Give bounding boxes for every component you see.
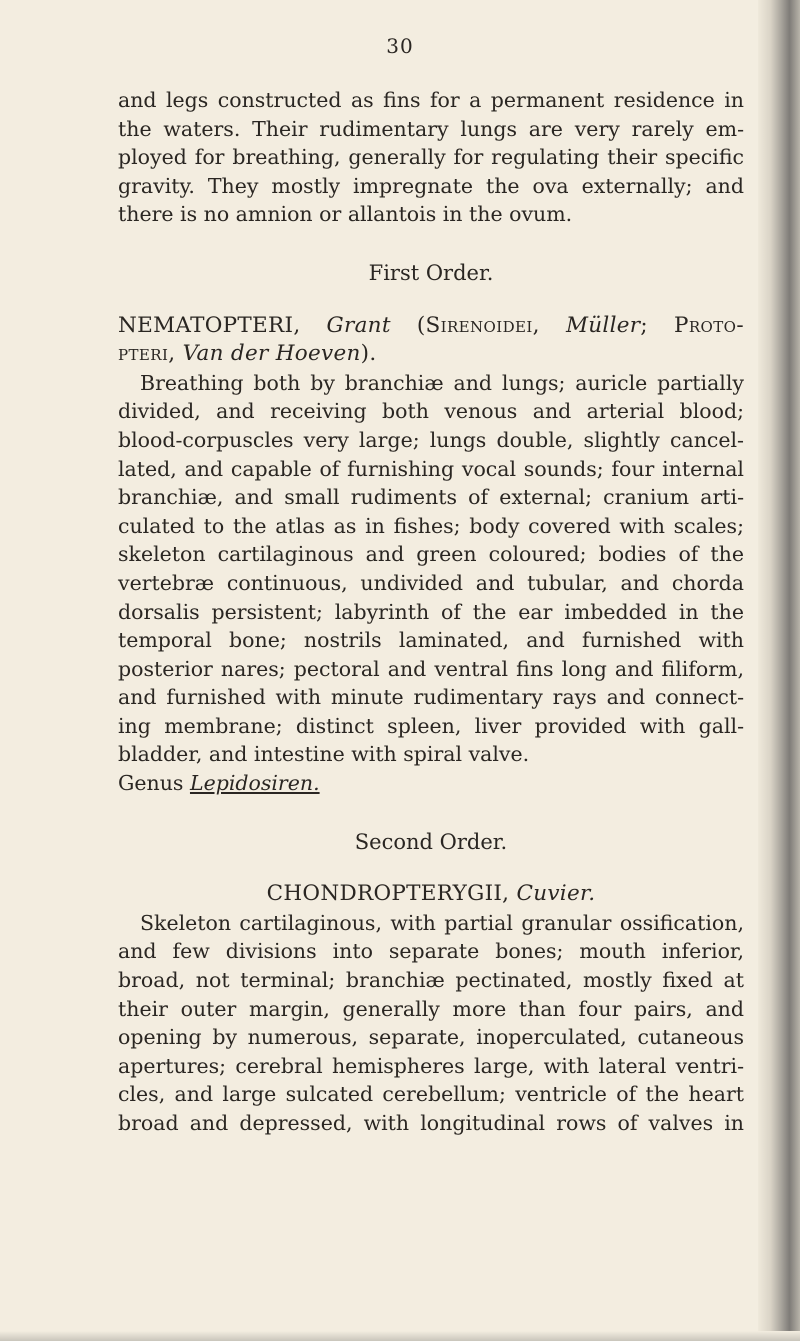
taxon-author: Cuvier. [516,881,596,907]
genus-label: Genus [118,771,184,796]
body-line: and legs constructed as fins for a permanent residence in [118,88,744,112]
genus-line [118,769,744,798]
taxon-author: Grant [326,312,391,338]
scan-bottom-shadow [0,1331,800,1341]
synonym-author: Müller [565,312,641,338]
body-line: ing membrane; distinct spleen, liver provided with gall- [118,713,744,738]
body-line: the waters. Their rudimentary lungs are very rarely em- [118,116,744,141]
body-line: gravity. They mostly impregnate the ova externally; and [118,173,744,198]
body-line: posterior nares; pectoral and ventral fins long and filiform, [118,656,744,681]
body-line: broad, not terminal; branchiæ pectinated, mostly fixed at [118,968,744,993]
body-line: opening by numerous, separate, inoperculated, cutaneous [118,1025,744,1050]
genus-name: Lepidosiren. [189,771,320,796]
body-line: lated, and capable of furnishing vocal sounds; four internal [118,456,744,481]
body-line: blood-corpuscles very large; lungs double, slightly cancel- [118,427,744,452]
body-line: there is no amnion or allantois in the ovum. [118,202,573,227]
scan-edge-shadow [758,0,800,1341]
synonym-name: Sirenoidei, [425,312,540,338]
body-line: cles, and large sulcated cerebellum; ventricle of the heart [118,1082,744,1107]
body-line: dorsalis persistent; labyrinth of the ear imbedded in the [118,599,744,624]
body-line: bladder, and intestine with spiral valve. [118,742,530,767]
synonym-name-continued: pteri, [118,341,176,367]
body-line: their outer margin, generally more than four pairs, and [118,996,744,1021]
order-heading: Second Order. [354,829,508,854]
page-number: 30 [386,34,414,58]
body-line: and few divisions into separate bones; mouth inferior, [118,939,744,964]
synonym-separator: ; [640,312,648,338]
order-heading: First Order. [368,260,494,285]
synonym-author: Van der Hoeven [182,341,361,367]
body-line: vertebræ continuous, undivided and tubular, and chorda [118,570,744,595]
body-line: branchiæ, and small rudiments of external; cranium arti- [118,485,744,510]
taxon-line-continued [118,340,744,369]
taxon-line [118,880,744,909]
body-line: Skeleton cartilaginous, with partial granular ossification, [140,910,744,935]
page-body [118,86,744,1138]
taxon-line [118,312,744,341]
synonym-paren-close: ). [360,341,377,367]
body-line: ployed for breathing, generally for regulating their specific [118,145,744,170]
taxon-name: CHONDROPTERYGII, [266,881,510,907]
synonym-paren-open: ( [416,312,426,338]
body-line: divided, and receiving both venous and arterial blood; [118,399,744,424]
synonym-name: Proto- [673,312,745,338]
body-line: broad and depressed, with longitudinal rows of valves in [118,1111,744,1135]
body-line: temporal bone; nostrils laminated, and furnished with [118,628,744,653]
body-line: Breathing both by branchiæ and lungs; auricle partially [140,370,744,395]
body-line: apertures; cerebral hemispheres large, with lateral ventri- [118,1053,744,1078]
taxon-name: NEMATOPTERI, [118,312,301,338]
body-line: culated to the atlas as in fishes; body covered with scales; [118,513,744,538]
body-line: skeleton cartilaginous and green coloured; bodies of the [118,542,744,567]
body-line: and furnished with minute rudimentary rays and connect- [118,685,744,710]
